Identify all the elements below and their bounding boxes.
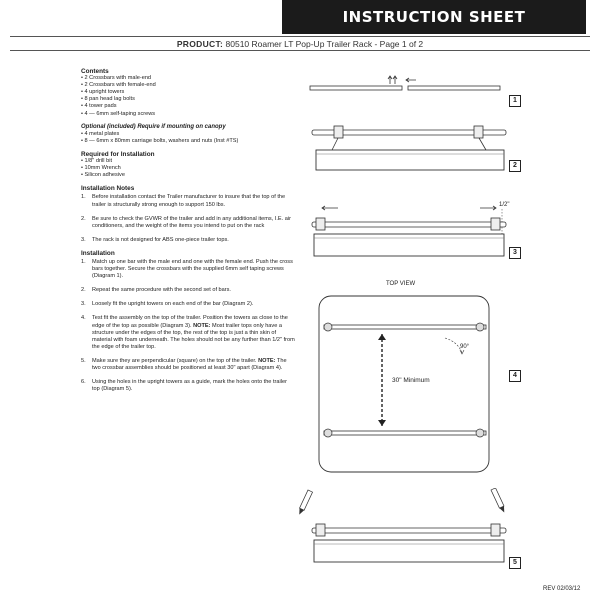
tower-left [334, 126, 343, 138]
list-item: • 4 — 6mm self-taping screws [81, 111, 296, 118]
instruction-sheet-banner: INSTRUCTION SHEET [282, 0, 586, 34]
product-line [0, 39, 600, 49]
list-item: • 4 tower pads [81, 103, 296, 110]
revision-label: REV 02/03/12 [543, 586, 581, 592]
list-item: 2. Repeat the same procedure with the second set of bars. [81, 287, 231, 294]
required-list [81, 158, 296, 179]
list-item: • 1/8" drill bit [81, 158, 296, 165]
product-text: 80510 Roamer LT Pop-Up Trailer Rack - Page 1 of 2 [225, 39, 424, 49]
product-label: PRODUCT: [176, 39, 224, 49]
list-item: 6. Using the holes in the upright towers as a guide, mark the holes onto the trailer top (Diagram 5). [81, 379, 287, 393]
trailer-top [314, 234, 504, 256]
tower-left [316, 524, 325, 536]
half-inch-label: 1/2" [499, 202, 510, 208]
tower-right [474, 126, 483, 138]
diagram-1 [298, 72, 520, 102]
diagram-label-3: 3 [509, 247, 521, 259]
arrow-left-icon [406, 78, 416, 82]
diagram-2 [298, 120, 520, 182]
diagram-label-1: 1 [509, 95, 521, 107]
crossbar [312, 222, 506, 227]
optional-list [81, 131, 296, 145]
crossbar-male [310, 86, 402, 90]
installation-title: Installation [81, 249, 115, 257]
crossbar-rear [324, 431, 486, 435]
crossbar-female [408, 86, 500, 90]
arrow-right-icon [480, 206, 496, 210]
contents-list [81, 75, 296, 118]
list-item: 4. Test fit the assembly on the top of the trailer. Position the towers as close to the edge of the top as possible (Diagram 3). NOTE: Most trailer tops only have a structure under the edges of the top, the rest of the top is just a thin skin of material with foam underneath. The holes should not be any further than 1/2" from the edge of the trailer top. [81, 315, 295, 350]
arrow-left-icon [322, 206, 338, 210]
list-item: 2. Be sure to check the GVWR of the trailer and add in any additional items, I.E. air conditioners, and the weight of the items you intend to put on the rack [81, 215, 291, 229]
list-item: • 2 Crossbars with female-end [81, 82, 296, 89]
tower-left [316, 218, 325, 230]
list-item: 3. Loosely fit the upright towers on each end of the bar (Diagram 2). [81, 301, 254, 308]
list-item: • 8 — 6mm x 80mm carriage bolts, washers and nuts (Inst #TS) [81, 138, 296, 145]
list-item: 5. Make sure they are perpendicular (square) on the top of the trailer. NOTE: The two crossbar assemblies should be positioned at least 30" apart (Diagram 4). [81, 357, 287, 371]
diagram-label-5: 5 [509, 557, 521, 569]
list-item: • Silicon adhesive [81, 172, 296, 179]
diagram-label-2: 2 [509, 160, 521, 172]
trailer-top-outline [319, 296, 489, 472]
arrow-up-icon [388, 76, 397, 84]
trailer-top [316, 150, 504, 170]
notes-list [81, 194, 296, 243]
tower-right [491, 524, 500, 536]
list-item: • 10mm Wrench [81, 165, 296, 172]
notes-title: Installation Notes [81, 185, 135, 193]
list-item: 3. The rack is not designed for ABS one-piece trailer tops. [81, 236, 229, 243]
header-rule-top [10, 36, 590, 37]
header-rule-bottom [10, 50, 590, 51]
list-item: • 4 upright towers [81, 89, 296, 96]
pencil-icon [491, 488, 507, 514]
pencil-icon [298, 490, 313, 516]
contents-title: Contents [81, 68, 109, 75]
installation-steps [81, 259, 296, 393]
list-item: • 4 metal plates [81, 131, 296, 138]
instructions-column [81, 68, 296, 393]
dim-label: 30" Minimum [392, 377, 430, 384]
required-title: Required for Installation [81, 150, 155, 158]
diagram-label-4: 4 [509, 370, 521, 382]
list-item: • 8 pan head lag bolts [81, 96, 296, 103]
optional-title: Optional (included) Require if mounting on canopy [81, 123, 226, 130]
angle-label: 90° [460, 344, 470, 350]
trailer-top [314, 540, 504, 562]
list-item: • 2 Crossbars with male-end [81, 75, 296, 82]
diagram-4 [298, 290, 520, 480]
tower-right [491, 218, 500, 230]
crossbar [312, 528, 506, 533]
diagram-3 [298, 198, 520, 266]
list-item: 1. Before installation contact the Trailer manufacturer to insure that the top of the trailer is structurally strong enough to support 150 lbs. [81, 194, 286, 208]
crossbar-front [324, 325, 486, 329]
diagram-5 [298, 488, 520, 570]
list-item: 1. Match up one bar with the male end and one with the female end. Push the cross bars together. Secure the crossbars with the supplied 6mm self taping screws (Diagram 1). [81, 258, 293, 280]
top-view-label: TOP VIEW [386, 281, 416, 287]
